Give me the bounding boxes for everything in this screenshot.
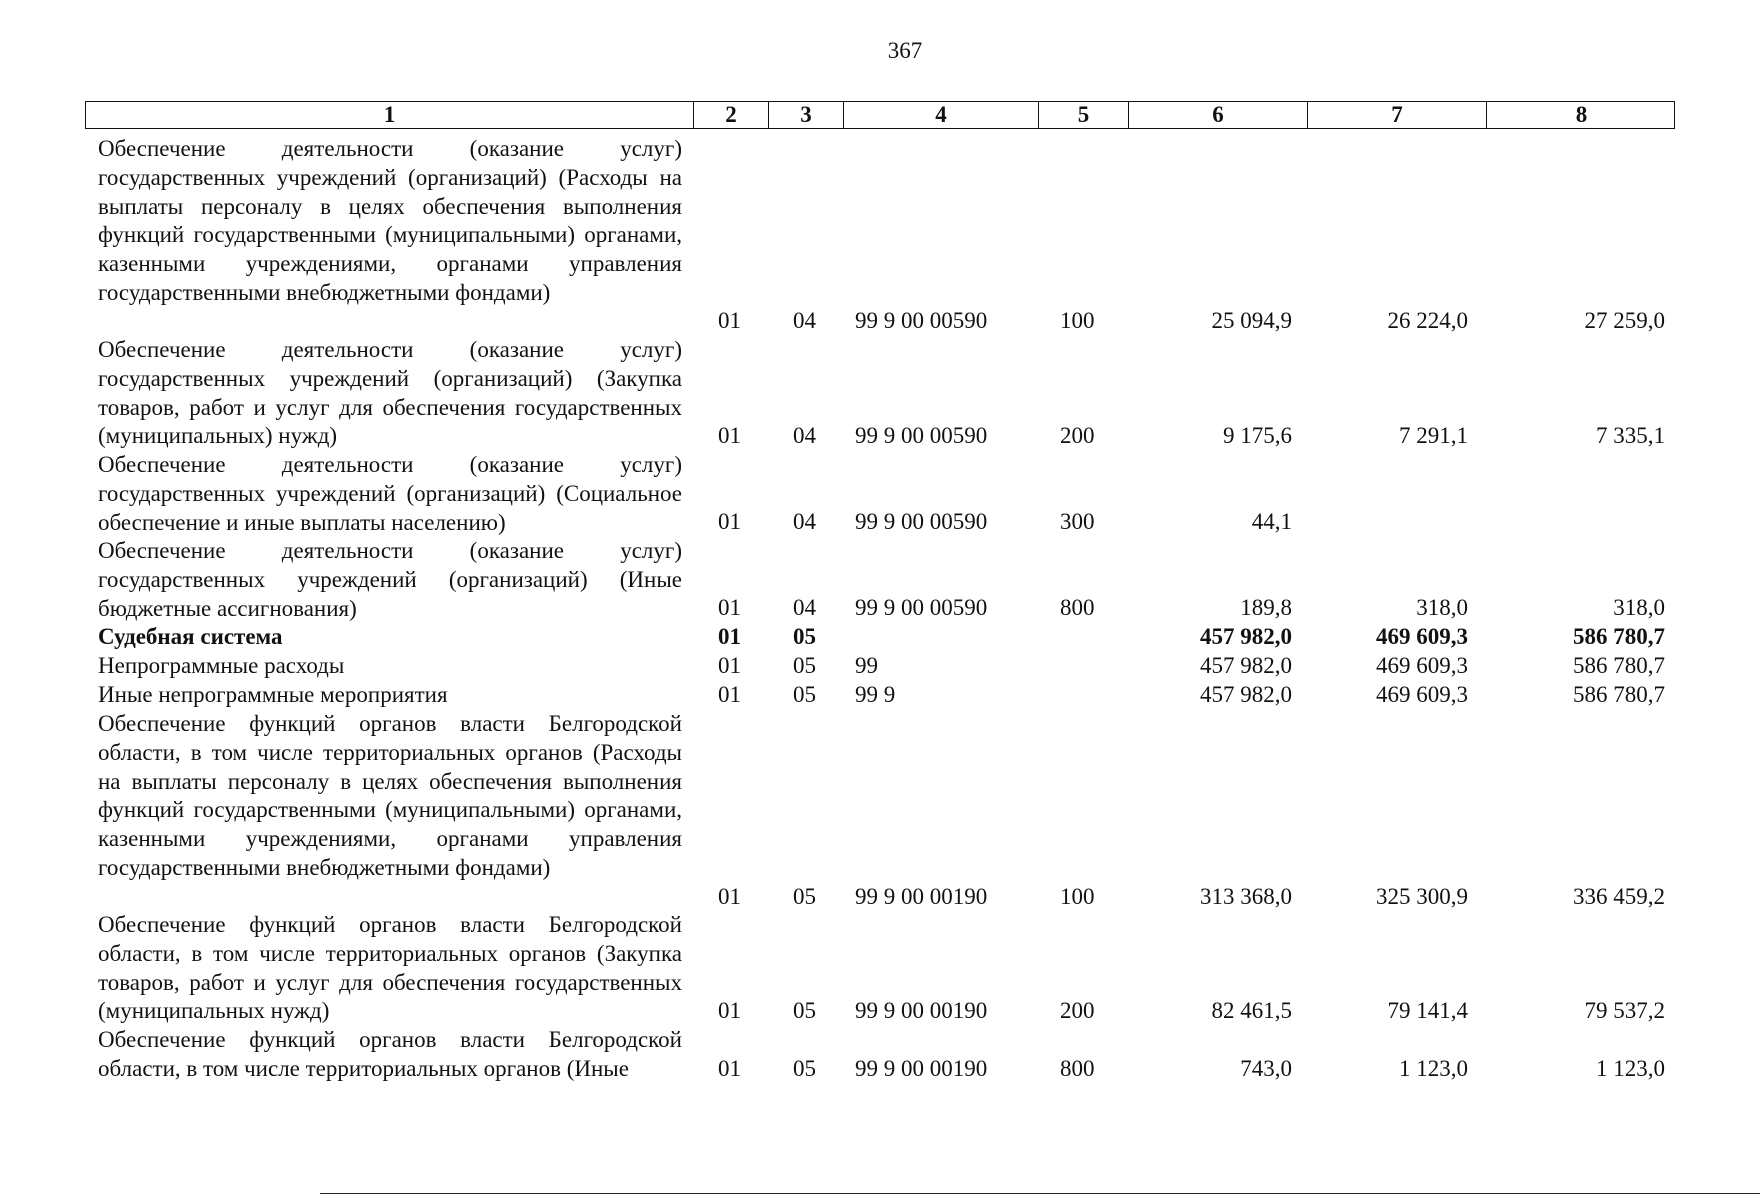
- row-section-code: 01: [718, 653, 741, 678]
- header-col-1: 1: [86, 102, 694, 128]
- row-amount-col8: 318,0: [1613, 595, 1665, 620]
- row-target-code: 99 9 00 00590: [855, 423, 988, 448]
- header-col-6: 6: [1129, 102, 1308, 128]
- page-number: 367: [887, 38, 923, 63]
- row-amount-col6: 25 094,9: [1211, 308, 1292, 333]
- row-target-code: 99 9 00 00590: [855, 595, 988, 620]
- row-amount-col6: 313 368,0: [1200, 884, 1292, 909]
- row-section-code: 01: [718, 308, 741, 333]
- header-col-8: 8: [1575, 102, 1588, 127]
- row-section-code: 01: [718, 682, 741, 707]
- row-expense-type: 100: [1060, 308, 1095, 333]
- row-section-code: 01: [718, 595, 741, 620]
- header-col-4: 4: [844, 102, 1039, 128]
- row-amount-col7: 1 123,0: [1399, 1056, 1468, 1081]
- row-description: Судебная система: [98, 624, 283, 649]
- row-subsection-code: 05: [793, 998, 816, 1023]
- row-amount-col7: 318,0: [1416, 595, 1468, 620]
- row-amount-col6: 457 982,0: [1200, 624, 1292, 649]
- table-header-row: [85, 101, 1675, 129]
- row-amount-col6: 457 982,0: [1200, 653, 1292, 678]
- row-amount-col7: 26 224,0: [1387, 308, 1468, 333]
- row-description: Обеспечение функций органов власти Белгородской области, в том числе территориальных органов (Закупка товаров, работ и услуг для обеспечения государственных (муниципальных нужд): [98, 912, 682, 1024]
- row-amount-col8: 79 537,2: [1584, 998, 1665, 1023]
- header-col-3: 3: [769, 102, 844, 128]
- row-section-code: 01: [718, 423, 741, 448]
- row-expense-type: 800: [1060, 1056, 1095, 1081]
- row-amount-col8: 586 780,7: [1573, 682, 1665, 707]
- row-amount-col6: 189,8: [1240, 595, 1292, 620]
- row-subsection-code: 04: [793, 423, 816, 448]
- row-target-code: 99 9: [855, 682, 896, 707]
- header-col-5: 5: [1039, 102, 1129, 128]
- row-description: Обеспечение деятельности (оказание услуг) государственных учреждений (организаций) (Расходы на выплаты персоналу в целях обеспечения выполнения функций государственными (муниципальными) органами, казенными учреждениями, органами управления государственными внебюджетными фондами): [98, 136, 682, 305]
- row-subsection-code: 05: [793, 884, 816, 909]
- row-amount-col8: 336 459,2: [1573, 884, 1665, 909]
- row-description: Обеспечение функций органов власти Белгородской области, в том числе территориальных органов (Иные: [98, 1027, 682, 1081]
- row-section-code: 01: [718, 884, 741, 909]
- row-subsection-code: 05: [793, 1056, 816, 1081]
- row-section-code: 01: [718, 624, 741, 649]
- page-bottom-rule: [320, 1193, 1760, 1194]
- row-section-code: 01: [718, 998, 741, 1023]
- row-target-code: 99 9 00 00190: [855, 1056, 988, 1081]
- row-target-code: 99 9 00 00590: [855, 509, 988, 534]
- row-description: Иные непрограммные мероприятия: [98, 682, 448, 707]
- header-col-7: 7: [1308, 102, 1487, 128]
- row-subsection-code: 05: [793, 624, 816, 649]
- row-description: Обеспечение деятельности (оказание услуг) государственных учреждений (организаций) (Иные бюджетные ассигнования): [98, 538, 682, 621]
- row-description: Непрограммные расходы: [98, 653, 345, 678]
- row-expense-type: 100: [1060, 884, 1095, 909]
- row-expense-type: 200: [1060, 423, 1095, 448]
- row-subsection-code: 04: [793, 595, 816, 620]
- row-amount-col7: 469 609,3: [1376, 653, 1468, 678]
- row-amount-col7: 469 609,3: [1376, 624, 1468, 649]
- row-subsection-code: 05: [793, 682, 816, 707]
- row-target-code: 99 9 00 00190: [855, 884, 988, 909]
- row-amount-col7: 325 300,9: [1376, 884, 1468, 909]
- row-amount-col7: 79 141,4: [1387, 998, 1468, 1023]
- row-section-code: 01: [718, 509, 741, 534]
- row-expense-type: 200: [1060, 998, 1095, 1023]
- row-amount-col8: 586 780,7: [1573, 624, 1665, 649]
- row-subsection-code: 04: [793, 308, 816, 333]
- row-description: Обеспечение деятельности (оказание услуг) государственных учреждений (организаций) (Социальное обеспечение и иные выплаты населению): [98, 452, 682, 535]
- row-amount-col7: 469 609,3: [1376, 682, 1468, 707]
- row-amount-col8: 1 123,0: [1596, 1056, 1665, 1081]
- row-amount-col8: 586 780,7: [1573, 653, 1665, 678]
- row-amount-col8: 7 335,1: [1596, 423, 1665, 448]
- row-target-code: 99 9 00 00190: [855, 998, 988, 1023]
- row-section-code: 01: [718, 1056, 741, 1081]
- row-subsection-code: 05: [793, 653, 816, 678]
- row-amount-col6: 743,0: [1240, 1056, 1292, 1081]
- row-expense-type: 800: [1060, 595, 1095, 620]
- row-amount-col7: 7 291,1: [1399, 423, 1468, 448]
- row-subsection-code: 04: [793, 509, 816, 534]
- row-target-code: 99: [855, 653, 878, 678]
- header-col-2: 2: [694, 102, 769, 128]
- row-description: Обеспечение функций органов власти Белгородской области, в том числе территориальных органов (Расходы на выплаты персоналу в целях обеспечения выполнения функций государственными (муниципальными) органами, казенными учреждениями, органами управления государственными внебюджетными фондами): [98, 711, 682, 880]
- row-amount-col6: 9 175,6: [1223, 423, 1292, 448]
- row-expense-type: 300: [1060, 509, 1095, 534]
- row-amount-col6: 82 461,5: [1211, 998, 1292, 1023]
- row-description: Обеспечение деятельности (оказание услуг) государственных учреждений (организаций) (Закупка товаров, работ и услуг для обеспечения государственных (муниципальных) нужд): [98, 337, 682, 449]
- row-amount-col6: 457 982,0: [1200, 682, 1292, 707]
- row-amount-col8: 27 259,0: [1584, 308, 1665, 333]
- row-amount-col6: 44,1: [1251, 509, 1292, 534]
- row-target-code: 99 9 00 00590: [855, 308, 988, 333]
